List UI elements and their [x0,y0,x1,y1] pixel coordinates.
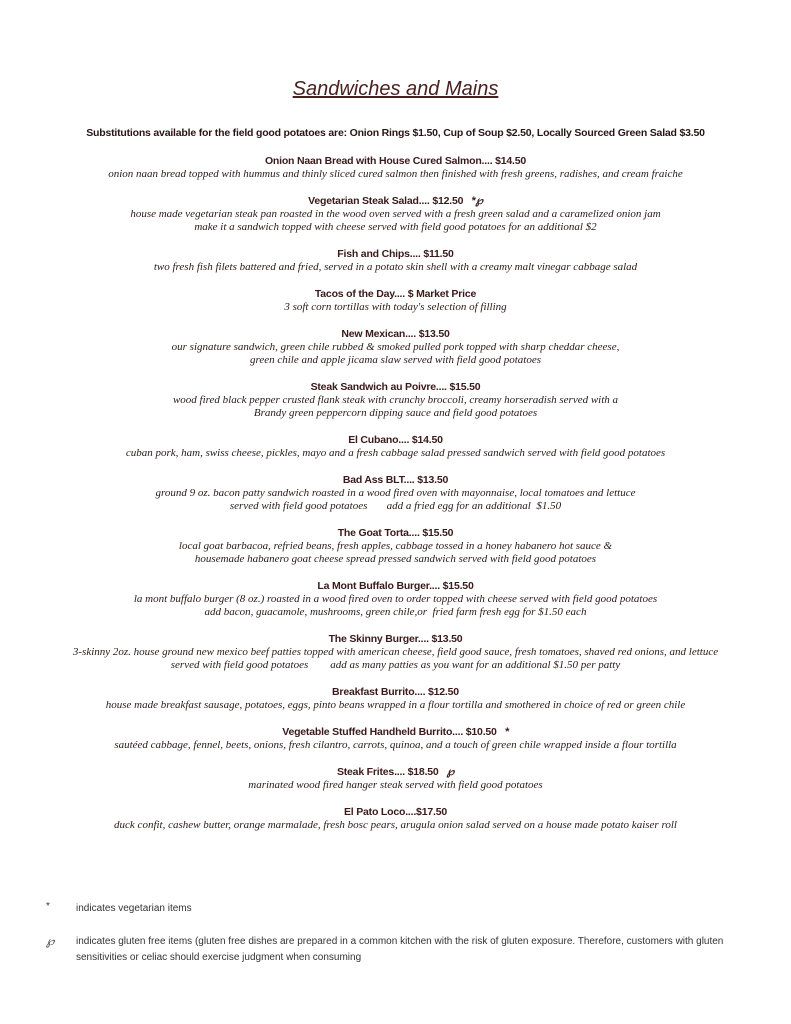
menu-item-description: wood fired black pepper crusted flank steak with crunchy broccoli, creamy horseradish served with a Brandy green peppercorn dipping sauce and field good potatoes [172,394,619,419]
gluten-free-icon: ℘ [46,934,55,948]
menu-item-title: Vegetable Stuffed Handheld Burrito.... $10.50 [282,726,497,738]
menu-item-description: sautéed cabbage, fennel, beets, onions, fresh cilantro, carrots, quinoa, and a touch of green chile wrapped inside a flour tortilla [114,739,677,751]
menu-item-description: two fresh fish filets battered and fried, served in a potato skin shell with a creamy malt vinegar cabbage salad [153,261,638,273]
menu-item-description: duck confit, cashew butter, orange marmalade, fresh bosc pears, arugula onion salad served on a house made potato kaiser roll [114,819,677,831]
menu-item-title: The Skinny Burger.... $13.50 [328,633,463,645]
menu-item-title: Vegetarian Steak Salad.... $12.50 [308,195,464,207]
menu-item-title: La Mont Buffalo Burger.... $15.50 [317,580,474,592]
menu-item [0,725,791,752]
menu-item-name [0,154,791,168]
menu-item [0,433,791,460]
menu-item-name [0,805,791,819]
menu-item-name [0,725,791,739]
menu-item [0,380,791,420]
menu-item [0,632,791,672]
menu-item-name [0,632,791,646]
menu-item-name [0,765,791,779]
menu-item-name [0,433,791,447]
menu-item-name [0,287,791,301]
menu-item [0,805,791,832]
legend-vegetarian-text: indicates vegetarian items [76,903,192,914]
menu-item-title: Fish and Chips.... $11.50 [337,248,454,260]
menu-item-title: Breakfast Burrito.... $12.50 [332,686,459,698]
menu-item-description: 3 soft corn tortillas with today's selection of filling [284,301,507,313]
page-title: Sandwiches and Mains [292,78,499,100]
menu-item-title: El Cubano.... $14.50 [348,434,443,446]
menu-item-description: house made vegetarian steak pan roasted in the wood oven served with a fresh green salad and a caramelized onion jam make it a sandwich topped with cheese served with field good potatoes for an additional $2 [130,208,661,233]
menu-item [0,526,791,566]
menu-item-name [0,685,791,699]
substitutions-note: Substitutions available for the field good potatoes are: Onion Rings $1.50, Cup of Soup $2.50, Locally Sourced Green Salad $3.50 [86,127,705,139]
menu-item [0,287,791,314]
menu-item [0,765,791,792]
gluten-free-icon: ℘ [446,766,455,778]
menu-item [0,579,791,619]
menu-item-description: cuban pork, ham, swiss cheese, pickles, mayo and a fresh cabbage salad pressed sandwich served with field good potatoes [125,447,666,459]
menu-item-name [0,473,791,487]
menu-item [0,685,791,712]
menu-item-name [0,247,791,261]
menu-item-description: ground 9 oz. bacon patty sandwich roasted in a wood fired oven with mayonnaise, local tomatoes and lettuce served with field good potatoes add a fried egg for an additional $1.50 [155,487,636,512]
menu-item-title: Steak Sandwich au Poivre.... $15.50 [310,381,481,393]
menu-item [0,473,791,513]
vegetarian-icon: * [504,726,509,738]
menu-item-title: Steak Frites.... $18.50 [336,766,439,778]
legend-gluten-free-text: indicates gluten free items (gluten free dishes are prepared in a common kitchen with the risk of gluten exposure. Therefore, customers with gluten sensitivities or celiac should exercise judgment when consuming [76,936,724,963]
menu-item-description: our signature sandwich, green chile rubbed & smoked pulled pork topped with sharp cheddar cheese, green chile and apple jicama slaw served with field good potatoes [171,341,620,366]
menu-item-description: marinated wood fired hanger steak served with field good potatoes [248,779,543,791]
menu-item-description: local goat barbacoa, refried beans, fresh apples, cabbage tossed in a honey habanero hot sauce & housemade habanero goat cheese spread pressed sandwich served with field good potatoes [178,540,613,565]
menu-item-title: New Mexican.... $13.50 [341,328,450,340]
menu-item-title: Onion Naan Bread with House Cured Salmon.... $14.50 [264,155,527,167]
menu-item-description: onion naan bread topped with hummus and thinly sliced cured salmon then finished with fresh greens, radishes, and cream fraiche [108,168,683,180]
menu-item-title: El Pato Loco....$17.50 [344,806,447,818]
menu-item-name [0,194,791,208]
menu-item-description: house made breakfast sausage, potatoes, eggs, pinto beans wrapped in a flour tortilla and smothered in choice of red or green chile [105,699,686,711]
menu-item-name [0,579,791,593]
menu-item-description: 3-skinny 2oz. house ground new mexico beef patties topped with american cheese, field good sauce, fresh tomatoes, shaved red onions, and lettuce served with field good potatoes add as many patties as you want for an additional $1.50 per patty [72,646,719,671]
menu-item-title: Bad Ass BLT.... $13.50 [342,474,449,486]
menu-item [0,154,791,181]
gluten-free-icon: *℘ [471,195,483,207]
menu-item [0,194,791,234]
menu-item [0,327,791,367]
menu-item-description: la mont buffalo burger (8 oz.) roasted in a wood fired oven to order topped with cheese served with field good potatoes add bacon, guacamole, mushrooms, green chile,or fried farm fresh egg for $1.50 each [133,593,658,618]
menu-item-title: Tacos of the Day.... $ Market Price [314,288,477,300]
menu-item-name [0,380,791,394]
menu-item-name [0,526,791,540]
vegetarian-icon: * [46,901,50,912]
menu-item [0,247,791,274]
menu-item-title: The Goat Torta.... $15.50 [337,527,454,539]
menu-list [0,154,791,845]
menu-item-name [0,327,791,341]
